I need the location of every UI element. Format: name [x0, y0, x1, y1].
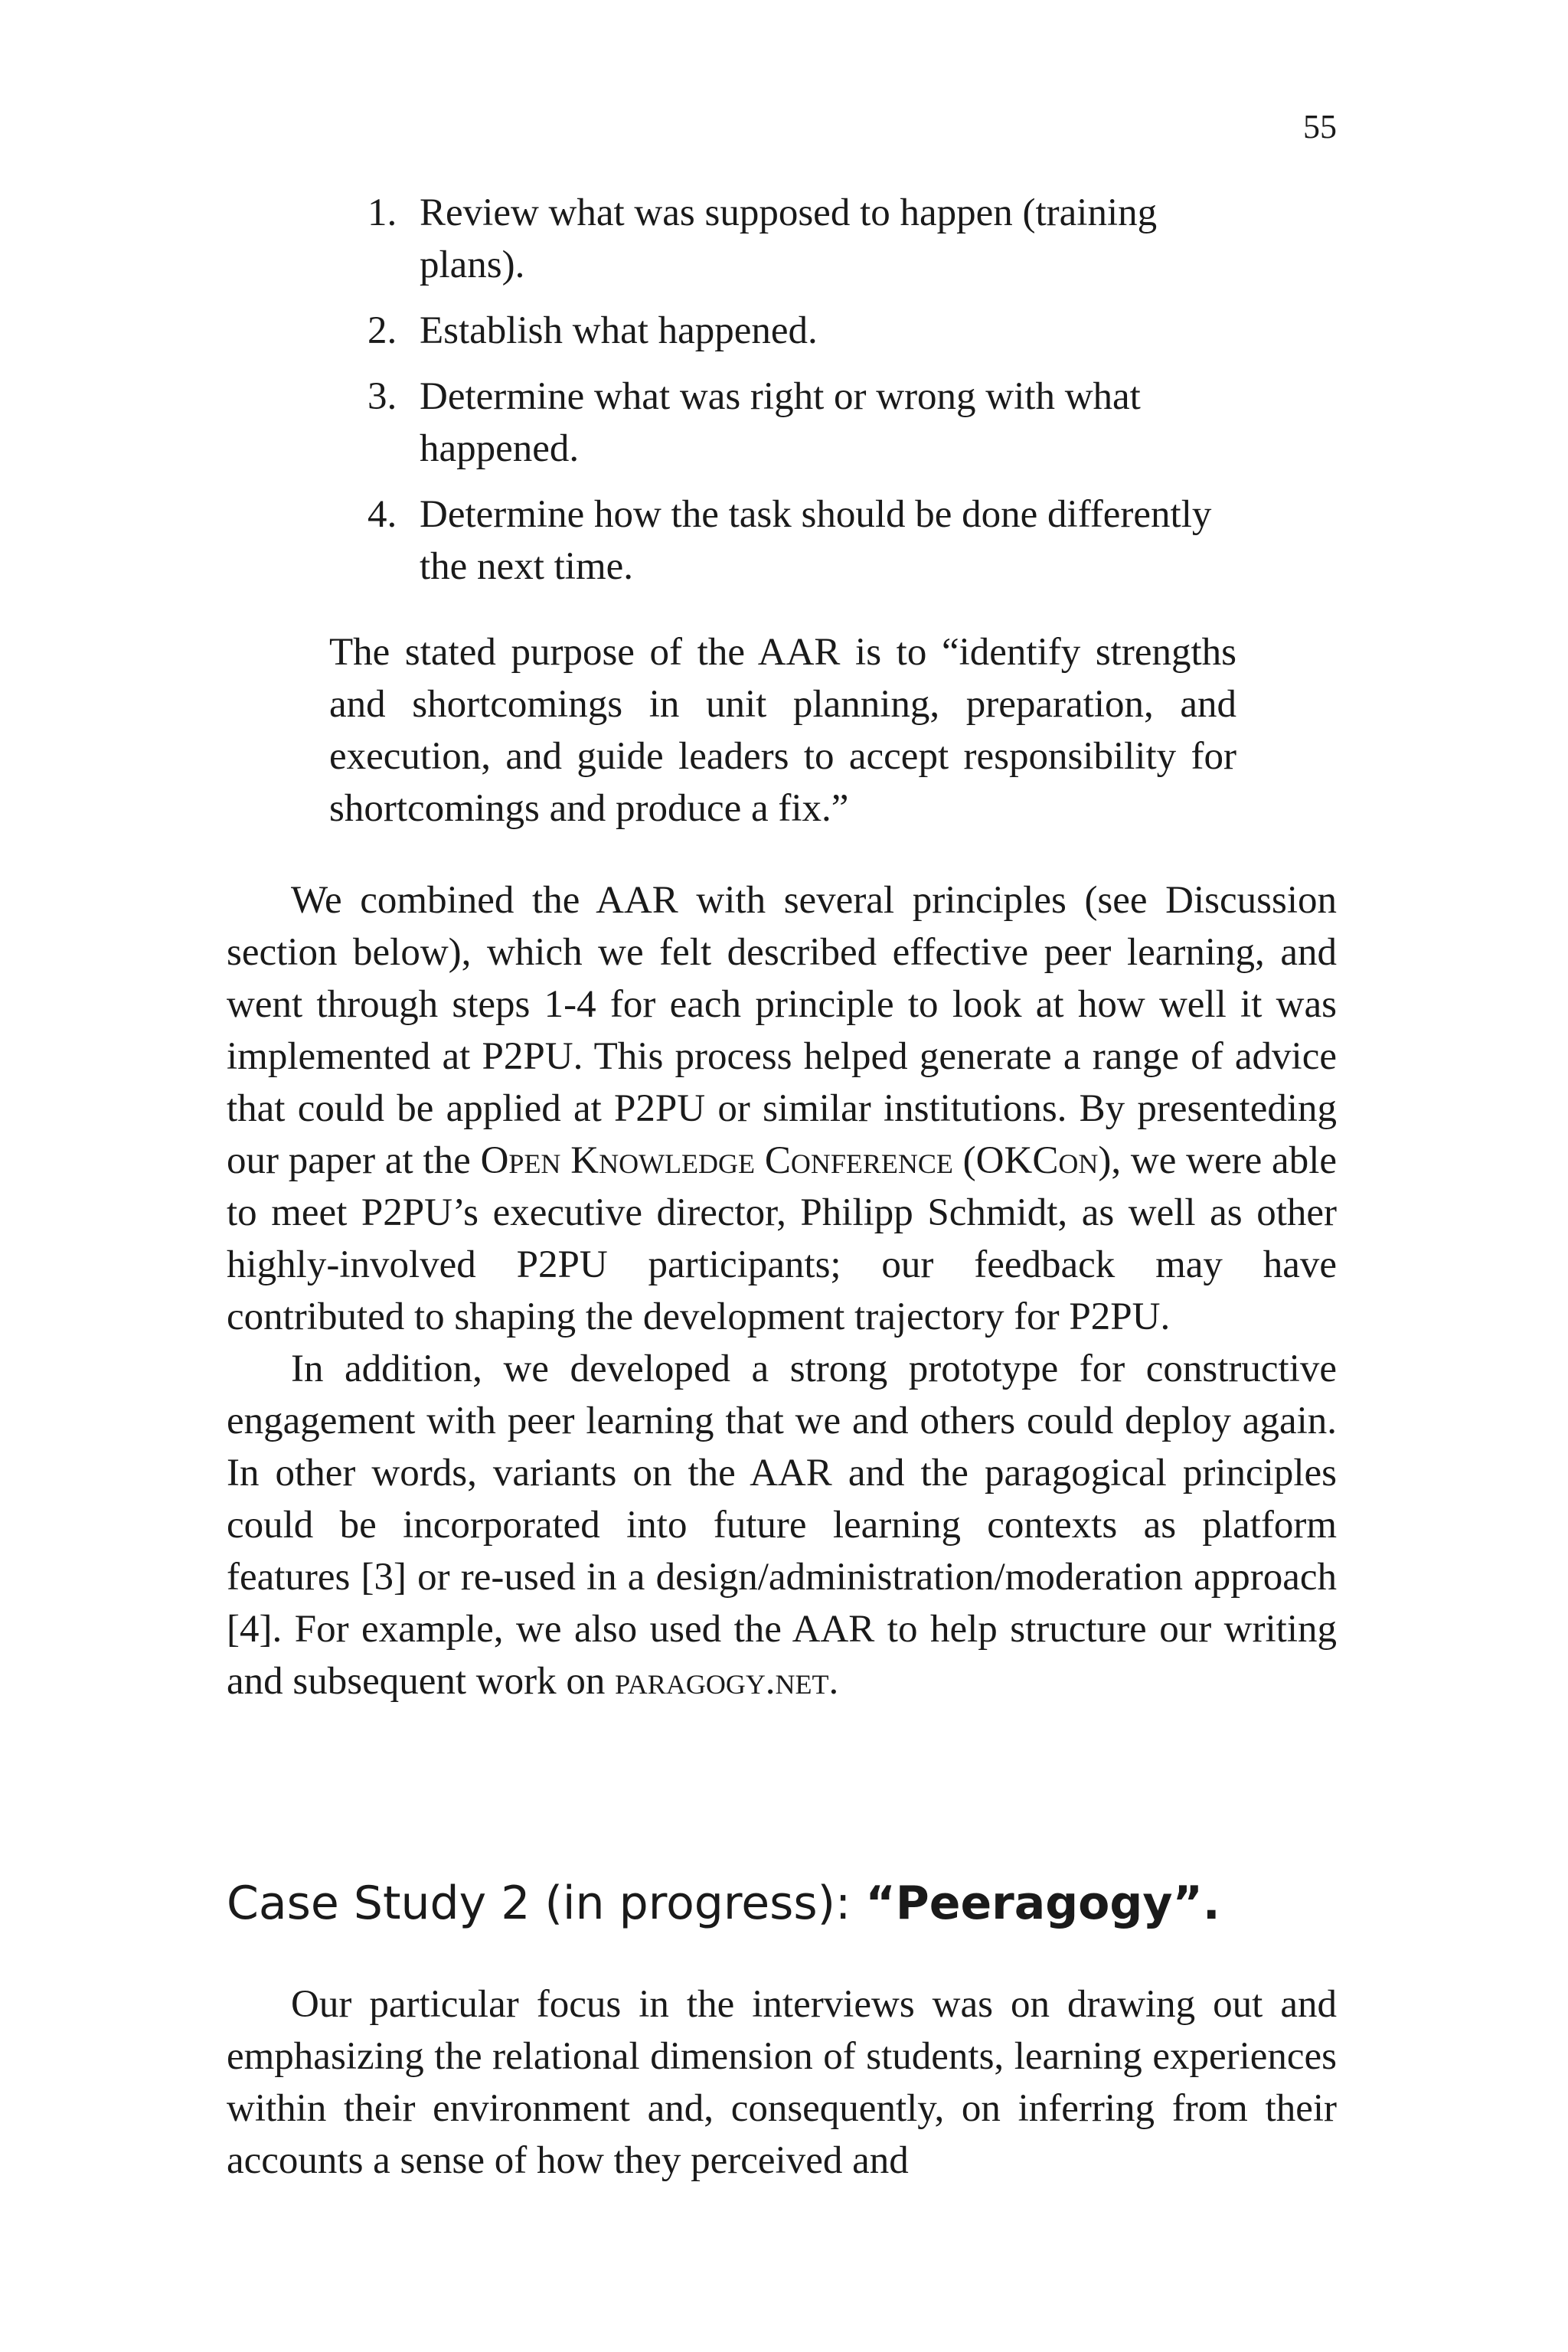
step-number: 1. [368, 191, 397, 234]
paragraph-aar-principles [227, 874, 1337, 1343]
paragraph-interviews: Our particular focus in the interviews was on drawing out and emphasizing the relational dimension of students, learning experiences within their environment and, consequently, on inferring from their accounts a sense of how they perceived and [227, 1983, 1337, 2182]
step-number: 2. [368, 309, 397, 352]
list-item [368, 305, 1236, 357]
body-paragraphs [227, 874, 1337, 1707]
heading-title: “Peeragogy”. [865, 1877, 1220, 1930]
paragraph-text: . [828, 1660, 839, 1703]
aar-purpose-quote: The stated purpose of the AAR is to “identify strengths and shortcomings in unit planning, preparation, and execution, and guide leaders to accept responsibility for shortcomings and produce a fix.” [329, 631, 1236, 830]
list-item [368, 371, 1236, 475]
paragraph-text: We combined the AAR with several principles (see Discussion section below), which we felt described effective peer learning, and went through steps 1-4 for each principle to look at how well it was implemented at P2PU. This process helped generate a range of advice that could be applied at P2PU or similar institutions. By presenteding our paper at the [227, 879, 1337, 1182]
list-item [368, 488, 1236, 593]
paragraph-text: In addition, we developed a strong prototype for constructive engagement with peer learning that we and others could deploy again. In other words, variants on the AAR and the paragogical principles could be incorporated into future learning contexts as platform features [3] or re-used in a design/administration/moderation approach [4]. For example, we also used the AAR to help structure our writing and subsequent work on [227, 1348, 1337, 1703]
step-text: Determine how the task should be done differently the next time. [420, 493, 1212, 588]
step-text: Establish what happened. [420, 309, 818, 352]
page-number: 55 [1303, 108, 1337, 145]
step-number: 4. [368, 493, 397, 536]
paragraph-text: ), we were able to meet P2PU’s executive director, Philipp Schmidt, as well as other highly-involved P2PU participants; our feedback may have contributed to shaping the development trajectory for P2PU. [227, 1139, 1338, 1338]
heading-prefix: Case Study 2 (in progress): [227, 1877, 866, 1930]
step-number: 3. [368, 375, 397, 418]
paragraph-prototype [227, 1343, 1337, 1707]
aar-steps-list [368, 187, 1236, 606]
paragraph-text: (OK [952, 1139, 1033, 1182]
section-heading [227, 1874, 1337, 1932]
step-text: Review what was supposed to happen (training plans). [420, 191, 1158, 286]
site-name: paragogy.net [615, 1660, 829, 1703]
okcon-suffix: Con [1032, 1139, 1099, 1182]
case-study-2-body [227, 1978, 1337, 2187]
step-text: Determine what was right or wrong with what happened. [420, 375, 1141, 470]
list-item [368, 187, 1236, 291]
conference-name: Open Knowledge Conference [480, 1139, 953, 1182]
